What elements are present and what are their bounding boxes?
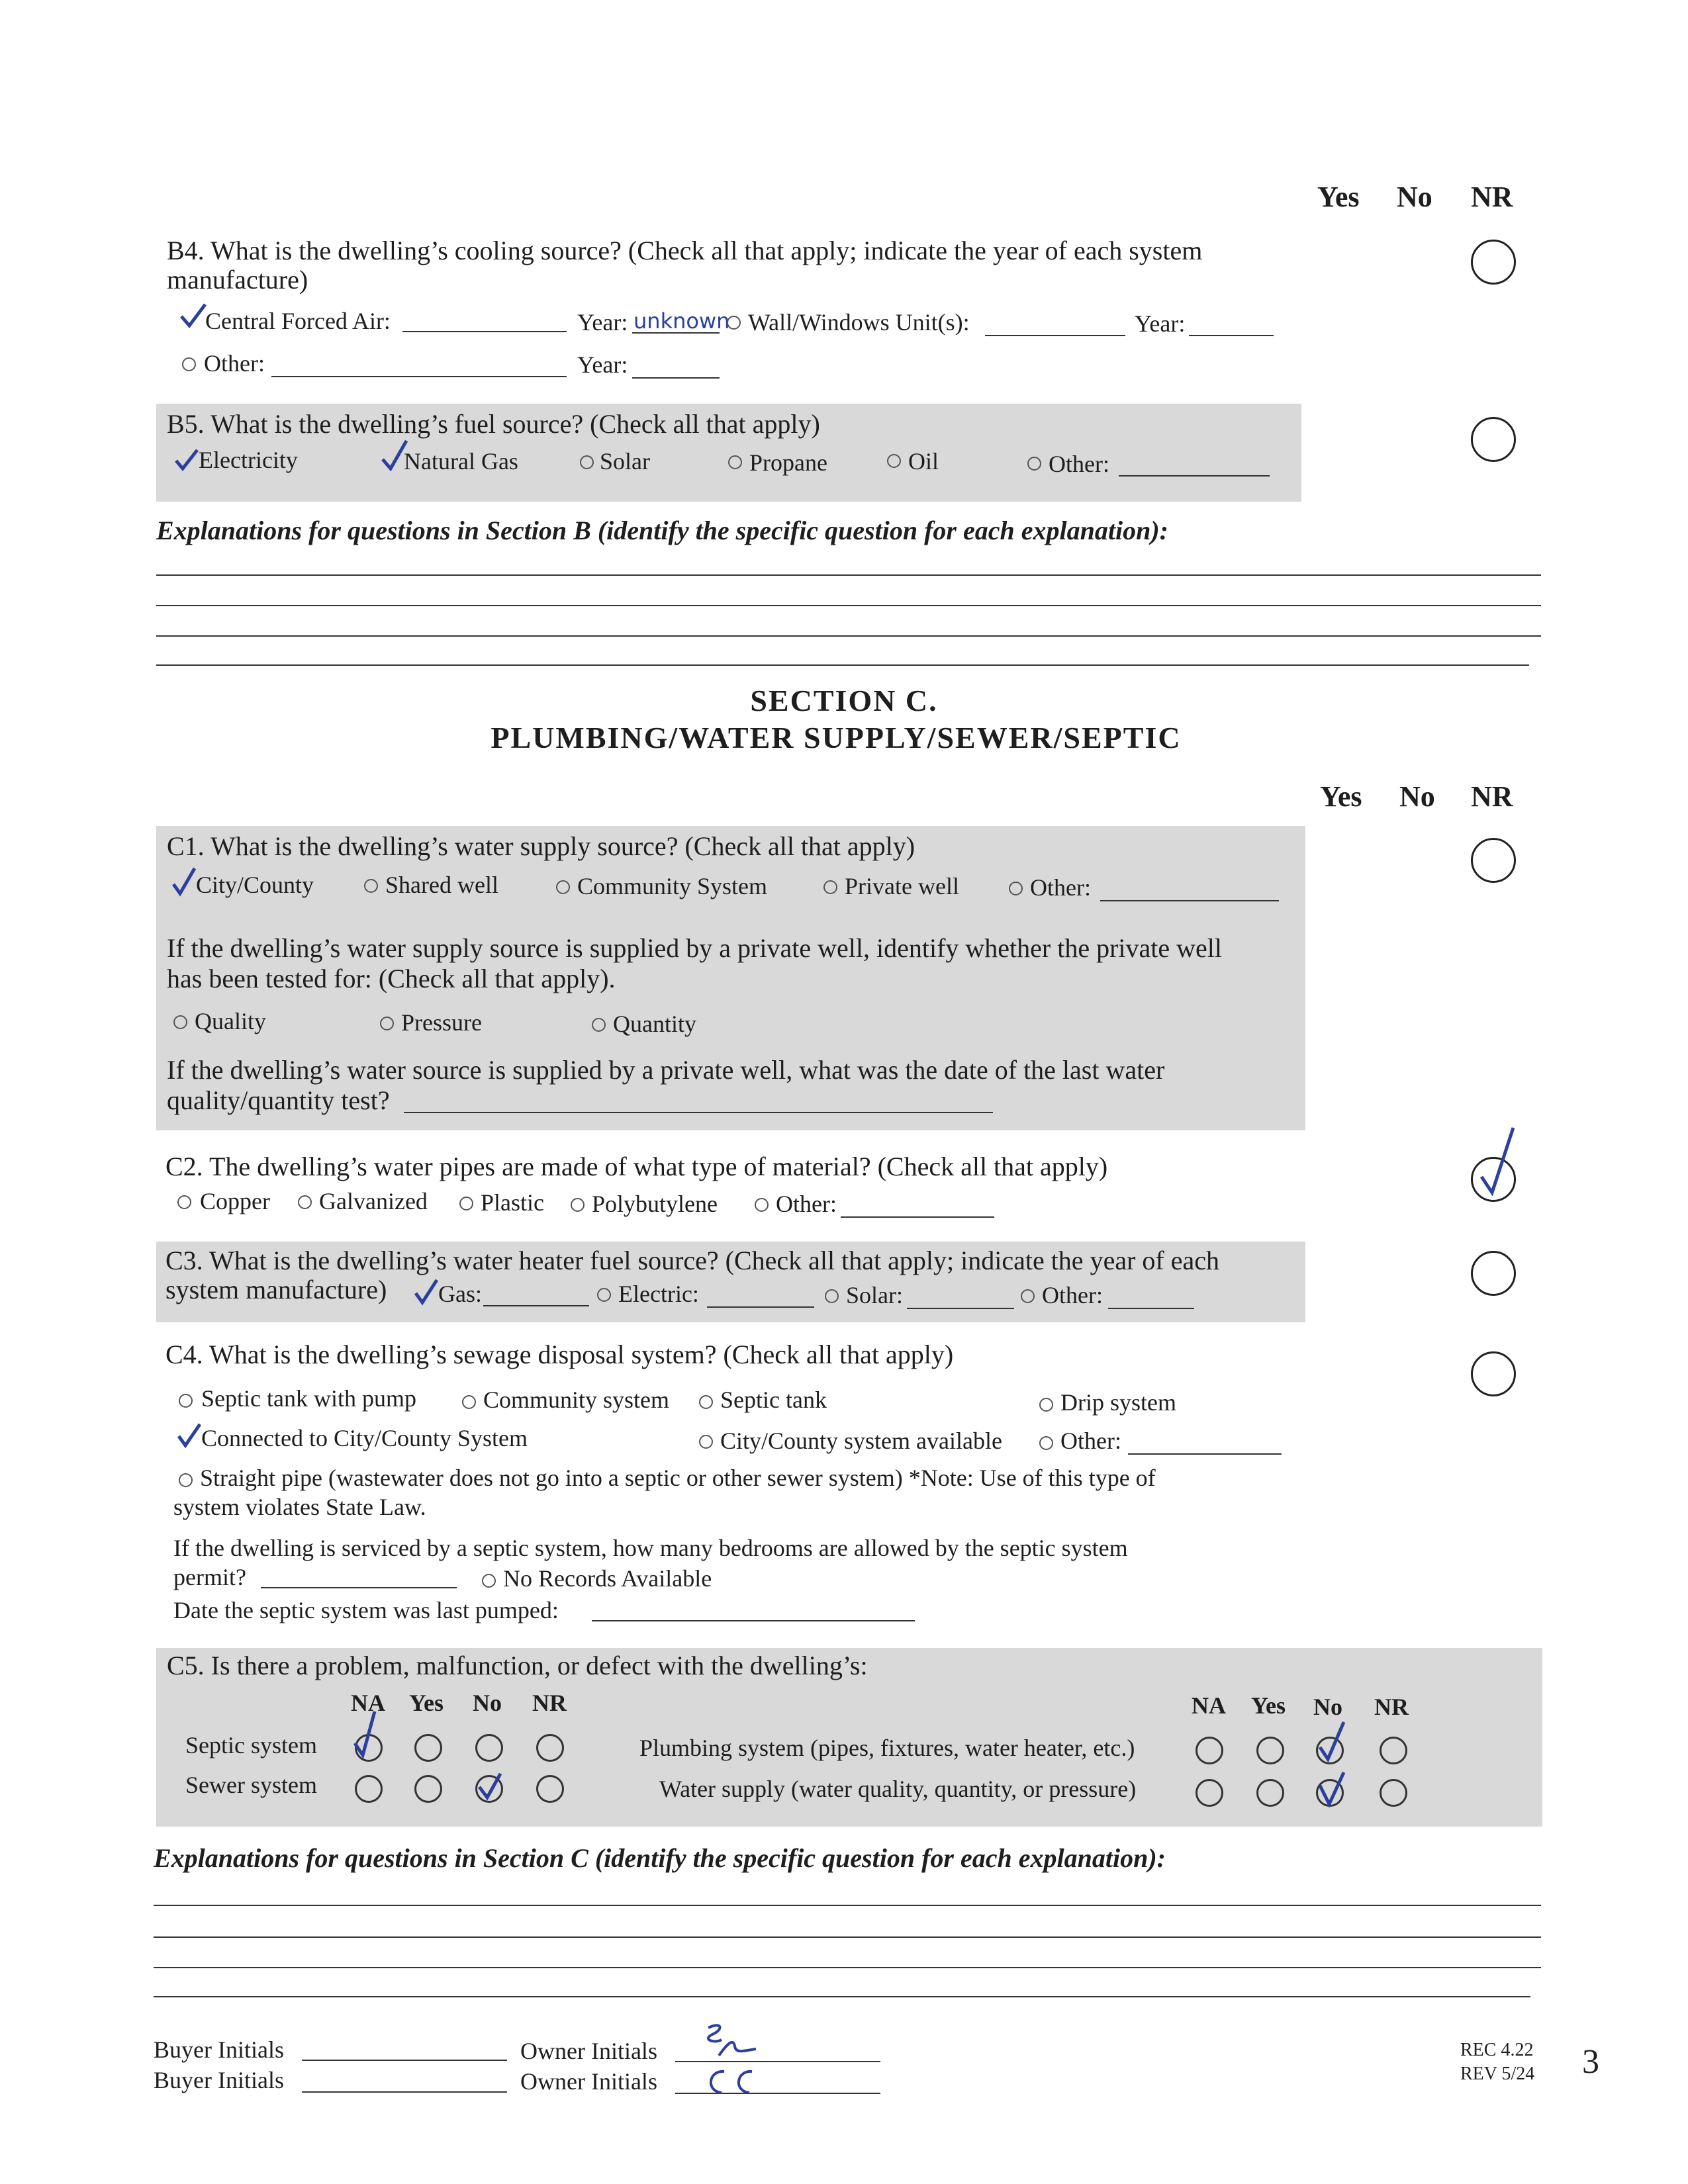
c2-galvanized-radio[interactable] [298,1195,312,1209]
header-no: No [1397,181,1432,213]
c1-private-well-line2: has been tested for: (Check all that apply). [167,964,616,993]
c2-other-line[interactable] [841,1216,994,1218]
c4-no-records-label: No Records Available [503,1565,712,1592]
c4-nr-radio[interactable] [1471,1351,1516,1396]
header-yes-c: Yes [1320,780,1362,813]
c2-plastic-label: Plastic [481,1189,544,1216]
c5-water-na-radio[interactable] [1196,1779,1223,1807]
buyer-initials-label-1: Buyer Initials [154,2036,284,2063]
c3-solar-radio[interactable] [825,1289,839,1303]
b5-other-radio[interactable] [1027,457,1041,471]
c5-right-na: NA [1192,1692,1226,1719]
c4-other-label: Other: [1060,1428,1121,1454]
c5-water-yes-radio[interactable] [1256,1779,1284,1807]
rec-code: REC 4.22 [1460,2040,1534,2060]
page-number: 3 [1582,2043,1599,2081]
header-nr: NR [1471,181,1513,213]
c5-plumbing-label: Plumbing system (pipes, fixtures, water heater, etc.) [639,1735,1135,1761]
c4-other-radio[interactable] [1039,1436,1053,1450]
c1-date-line[interactable] [404,1112,993,1113]
c5-septic-no-radio[interactable] [475,1734,503,1762]
b5-other-line[interactable] [1119,475,1270,477]
owner-initials-label-1: Owner Initials [520,2038,657,2064]
c2-galvanized-label: Galvanized [319,1188,428,1214]
c5-sewer-yes-radio[interactable] [414,1775,442,1803]
b4-year2-label: Year: [1135,310,1186,337]
c3-gas-check-icon[interactable] [413,1277,440,1306]
c3-gas-label: Gas: [438,1281,482,1307]
b4-wall-line[interactable] [985,335,1125,336]
c1-quantity-radio[interactable] [592,1018,606,1032]
c3-gas-line[interactable] [483,1305,589,1306]
c5-left-nr: NR [532,1690,567,1716]
c5-right-yes: Yes [1251,1692,1286,1719]
c4-drip-label: Drip system [1060,1389,1176,1416]
explain-c-line-2[interactable] [154,1936,1541,1938]
c5-sewer-no-check-icon [477,1771,503,1803]
c2-nr-check-icon [1477,1125,1517,1198]
c4-connected-check-icon[interactable] [176,1422,203,1449]
c1-private-well-line1: If the dwelling’s water supply source is supplied by a private well, identify whether the private well [167,933,1223,963]
c3-electric-radio[interactable] [597,1288,611,1302]
explain-c-heading: Explanations for questions in Section C (identify the specific question for each explanation): [154,1843,1166,1873]
c3-electric-line[interactable] [707,1306,814,1308]
c2-copper-radio[interactable] [177,1195,191,1209]
buyer-initials-line-2[interactable] [302,2091,507,2093]
explain-b-line-2[interactable] [156,605,1541,606]
c2-other-radio[interactable] [755,1198,769,1212]
b4-wall-radio[interactable] [727,316,741,330]
c5-septic-yes-radio[interactable] [414,1734,442,1762]
c4-bedrooms-line[interactable] [261,1587,457,1588]
owner-initials-label-2: Owner Initials [520,2068,657,2095]
c1-community-label: Community System [577,873,768,899]
c5-water-label: Water supply (water quality, quantity, or pressure) [659,1776,1137,1802]
c1-private-radio[interactable] [823,880,837,894]
c5-plumbing-no-check-icon [1317,1721,1346,1763]
c4-community-radio[interactable] [462,1395,476,1409]
c5-right-nr: NR [1374,1694,1409,1720]
c1-date-line2: quality/quantity test? [167,1085,390,1115]
c4-septic-pump-label: Septic tank with pump [201,1385,416,1412]
c2-other-label: Other: [776,1191,837,1217]
c3-electric-label: Electric: [618,1281,699,1307]
c4-community-label: Community system [483,1387,670,1413]
c3-nr-radio[interactable] [1471,1251,1516,1296]
c4-no-records-radio[interactable] [482,1574,496,1588]
b5-electricity-label: Electricity [199,447,298,473]
c5-sewer-na-radio[interactable] [355,1775,383,1803]
c2-copper-label: Copper [200,1188,270,1214]
c5-plumbing-na-radio[interactable] [1196,1737,1223,1764]
b5-other-label: Other: [1049,451,1109,477]
c1-pressure-radio[interactable] [380,1017,394,1030]
header-nr-c: NR [1471,780,1513,813]
b4-central-check-icon[interactable] [179,302,208,331]
c4-pumped-label: Date the septic system was last pumped: [173,1597,559,1623]
explain-c-line-1[interactable] [154,1905,1541,1906]
b4-year3-label: Year: [577,351,628,378]
c4-bedrooms-line1: If the dwelling is serviced by a septic system, how many bedrooms are allowed by the septic system [173,1535,1128,1561]
c1-private-label: Private well [845,873,959,899]
c3-solar-line[interactable] [907,1308,1014,1309]
c5-plumbing-nr-radio[interactable] [1380,1737,1407,1764]
header-no-c: No [1399,780,1435,813]
c5-septic-nr-radio[interactable] [536,1734,564,1762]
c1-shared-radio[interactable] [364,879,378,893]
b4-year3-line[interactable] [632,377,720,379]
c5-water-nr-radio[interactable] [1380,1779,1407,1807]
c1-nr-radio[interactable] [1471,838,1516,883]
c5-septic-na-check-icon [352,1710,379,1760]
b5-solar-radio[interactable] [580,455,594,469]
c5-left-na: NA [351,1690,385,1716]
b4-central-line[interactable] [402,331,567,332]
c4-straight-radio[interactable] [179,1473,193,1487]
c5-right-no: No [1313,1694,1342,1720]
c1-other-line[interactable] [1100,900,1279,901]
buyer-initials-label-2: Buyer Initials [154,2067,284,2093]
b4-wall-label: Wall/Windows Unit(s): [748,309,970,336]
c5-sewer-nr-radio[interactable] [536,1775,564,1803]
b4-central-label: Central Forced Air: [205,308,391,334]
b5-electricity-check-icon[interactable] [173,447,200,474]
owner-initials-signature-2 [702,2065,781,2105]
c4-available-label: City/County system available [720,1428,1002,1454]
c5-sewer-label: Sewer system [185,1772,317,1798]
section-c-subtitle: PLUMBING/WATER SUPPLY/SEWER/SEPTIC [491,721,1182,754]
c5-left-no: No [473,1690,502,1716]
b5-solar-label: Solar [600,448,650,475]
b4-nr-radio[interactable] [1471,240,1516,285]
explain-c-line-4[interactable] [154,1996,1530,1997]
c4-bedrooms-line2: permit? [173,1564,246,1590]
c4-straight-line1: Straight pipe (wastewater does not go into a septic or other sewer system) *Note: Use of this type of [200,1465,1156,1491]
b4-year-label: Year: [577,309,628,336]
b4-other-radio[interactable] [182,357,196,371]
c5-question: C5. Is there a problem, malfunction, or defect with the dwelling’s: [167,1651,868,1680]
b4-question-line1: B4. What is the dwelling’s cooling source? (Check all that apply; indicate the year of each system [167,236,1203,265]
c2-plastic-radio[interactable] [459,1197,473,1210]
c2-polybutylene-label: Polybutylene [592,1191,718,1217]
c4-septic-tank-radio[interactable] [699,1395,713,1409]
c3-other-line[interactable] [1108,1308,1194,1309]
c1-city-check-icon[interactable] [171,867,197,897]
c1-other-radio[interactable] [1009,882,1023,895]
c3-other-label: Other: [1042,1282,1103,1308]
c1-other-label: Other: [1030,874,1091,901]
c1-quantity-label: Quantity [613,1011,696,1037]
explain-b-heading: Explanations for questions in Section B (identify the specific question for each explanation): [156,516,1168,545]
c2-polybutylene-radio[interactable] [571,1198,585,1212]
c4-septic-tank-label: Septic tank [720,1387,827,1413]
c1-question: C1. What is the dwelling’s water supply source? (Check all that apply) [167,831,915,861]
c4-straight-line2: system violates State Law. [173,1494,426,1520]
c1-city-label: City/County [196,872,314,898]
c4-drip-radio[interactable] [1039,1398,1053,1412]
explain-b-line-3[interactable] [156,635,1541,637]
b5-question: B5. What is the dwelling’s fuel source? (Check all that apply) [167,409,820,439]
explain-c-line-3[interactable] [154,1967,1541,1968]
buyer-initials-line-1[interactable] [302,2060,507,2061]
section-c-title: SECTION C. [750,684,938,717]
c4-septic-pump-radio[interactable] [179,1394,193,1408]
c4-pumped-line[interactable] [592,1620,915,1621]
c4-connected-label: Connected to City/County System [201,1425,528,1451]
c1-shared-label: Shared well [385,872,498,898]
c4-available-radio[interactable] [699,1435,713,1449]
c3-question-line1: C3. What is the dwelling’s water heater fuel source? (Check all that apply; indicate the year of each [165,1246,1219,1275]
explain-b-line-4[interactable] [156,664,1529,666]
c5-left-yes: Yes [409,1690,444,1716]
b4-question-line2: manufacture) [167,265,308,295]
c1-quality-radio[interactable] [173,1015,187,1029]
b5-oil-label: Oil [908,448,939,475]
header-yes: Yes [1317,181,1360,213]
c5-water-no-check-icon [1317,1771,1346,1813]
c1-date-line1: If the dwelling’s water source is supplied by a private well, what was the date of the last water [167,1055,1165,1085]
c4-question: C4. What is the dwelling’s sewage disposal system? (Check all that apply) [165,1340,954,1369]
c1-pressure-label: Pressure [401,1009,482,1036]
b5-natural-gas-label: Natural Gas [404,448,518,475]
b4-year-line [632,332,720,334]
b5-propane-radio[interactable] [728,455,742,469]
b4-other-label: Other: [204,350,265,377]
c3-solar-label: Solar: [846,1282,903,1308]
c2-question: C2. The dwelling’s water pipes are made of what type of material? (Check all that apply) [165,1152,1108,1181]
c3-other-radio[interactable] [1021,1289,1035,1303]
b4-other-line[interactable] [271,376,567,377]
c4-other-line[interactable] [1128,1453,1282,1455]
owner-initials-signature-1 [695,2020,761,2064]
explain-b-line-1[interactable] [156,574,1541,576]
rev-code: REV 5/24 [1460,2064,1535,2084]
c3-question-line2: system manufacture) [165,1275,387,1304]
b5-propane-label: Propane [749,449,827,476]
c5-septic-label: Septic system [185,1732,317,1758]
b5-nr-radio[interactable] [1471,417,1516,462]
b5-oil-radio[interactable] [887,454,901,468]
b4-year2-line[interactable] [1189,335,1274,336]
c1-community-radio[interactable] [556,880,570,894]
c1-quality-label: Quality [195,1008,266,1034]
c5-plumbing-yes-radio[interactable] [1256,1737,1284,1764]
b4-year-value[interactable]: unknown [633,308,730,334]
